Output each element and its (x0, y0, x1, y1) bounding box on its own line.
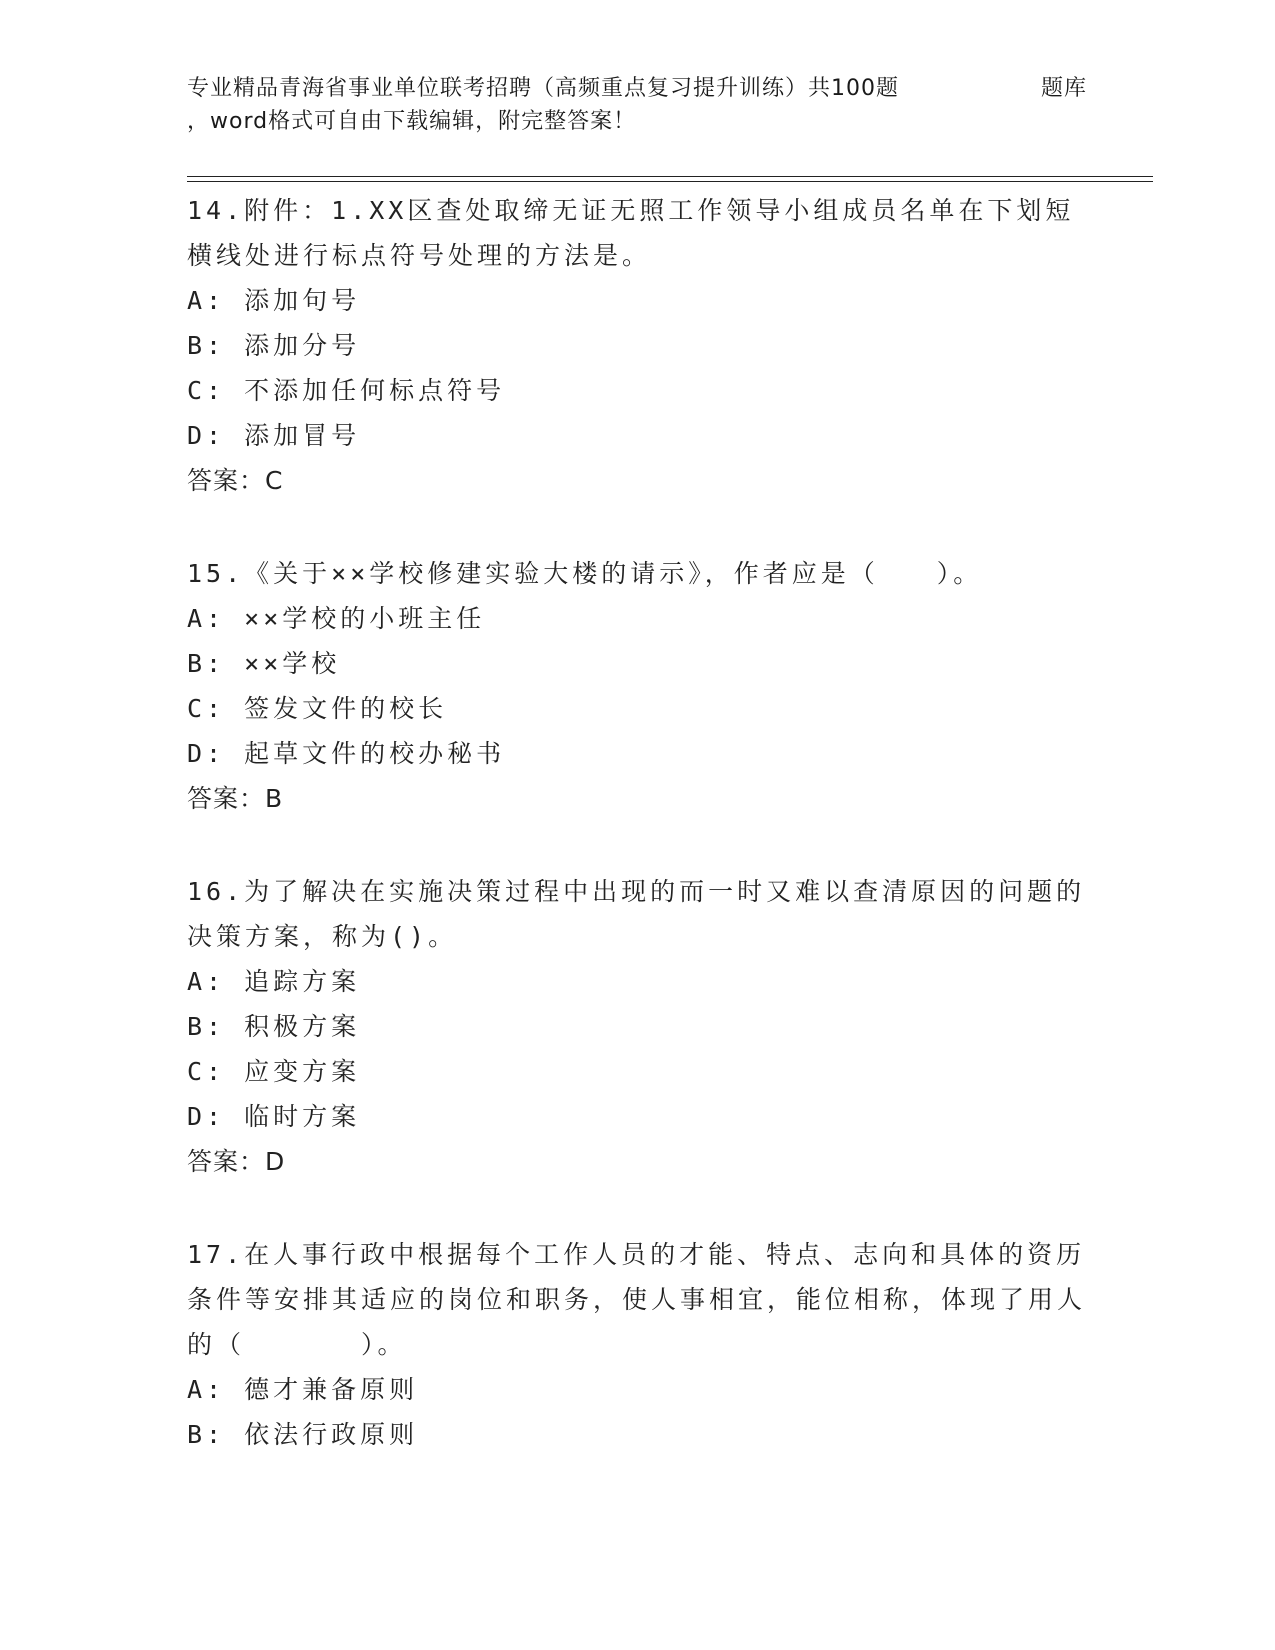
document-header (187, 72, 1087, 138)
option-c: C: 不添加任何标点符号 (187, 376, 506, 405)
question-stem: 17.在人事行政中根据每个工作人员的才能、特点、志向和具体的资历条件等安排其适应的岗位和职务，使人事相宜，能位相称，体现了用人的（ ）。 (187, 1240, 1087, 1359)
answer: 答案：D (187, 1147, 286, 1176)
header-line-2: ，word格式可自由下载编辑，附完整答案！ (187, 109, 637, 134)
option-c: C: 应变方案 (187, 1057, 361, 1086)
question-stem: 14.附件：1.XX区查处取缔无证无照工作领导小组成员名单在下划短横线处进行标点符号处理的方法是。 (187, 196, 1075, 270)
header-title: 专业精品青海省事业单位联考招聘（高频重点复习提升训练）共100题 (187, 76, 899, 101)
header-line-1 (187, 72, 1087, 105)
question-16 (187, 867, 1087, 1184)
question-17 (187, 1230, 1087, 1457)
option-b: B: 积极方案 (187, 1012, 361, 1041)
question-list (187, 186, 1087, 1457)
question-14 (187, 186, 1087, 503)
option-b: B: 添加分号 (187, 331, 361, 360)
option-c: C: 签发文件的校长 (187, 694, 448, 723)
answer: 答案：B (187, 784, 284, 813)
option-d: D: 临时方案 (187, 1102, 361, 1131)
option-d: D: 添加冒号 (187, 421, 361, 450)
header-divider-top (187, 176, 1153, 177)
header-tag: 题库 (1040, 76, 1087, 101)
question-15 (187, 549, 1087, 821)
option-b: B: 依法行政原则 (187, 1420, 419, 1449)
option-a: A: 德才兼备原则 (187, 1375, 419, 1404)
question-stem: 16.为了解决在实施决策过程中出现的而一时又难以查清原因的问题的决策方案，称为()。 (187, 877, 1086, 951)
header-divider-bottom (187, 181, 1153, 182)
option-b: B: ××学校 (187, 649, 341, 678)
option-a: A: ××学校的小班主任 (187, 604, 486, 633)
option-a: A: 追踪方案 (187, 967, 361, 996)
option-a: A: 添加句号 (187, 286, 361, 315)
option-d: D: 起草文件的校办秘书 (187, 739, 506, 768)
question-stem: 15.《关于××学校修建实验大楼的请示》，作者应是（ ）。 (187, 559, 983, 588)
answer: 答案：C (187, 466, 284, 495)
